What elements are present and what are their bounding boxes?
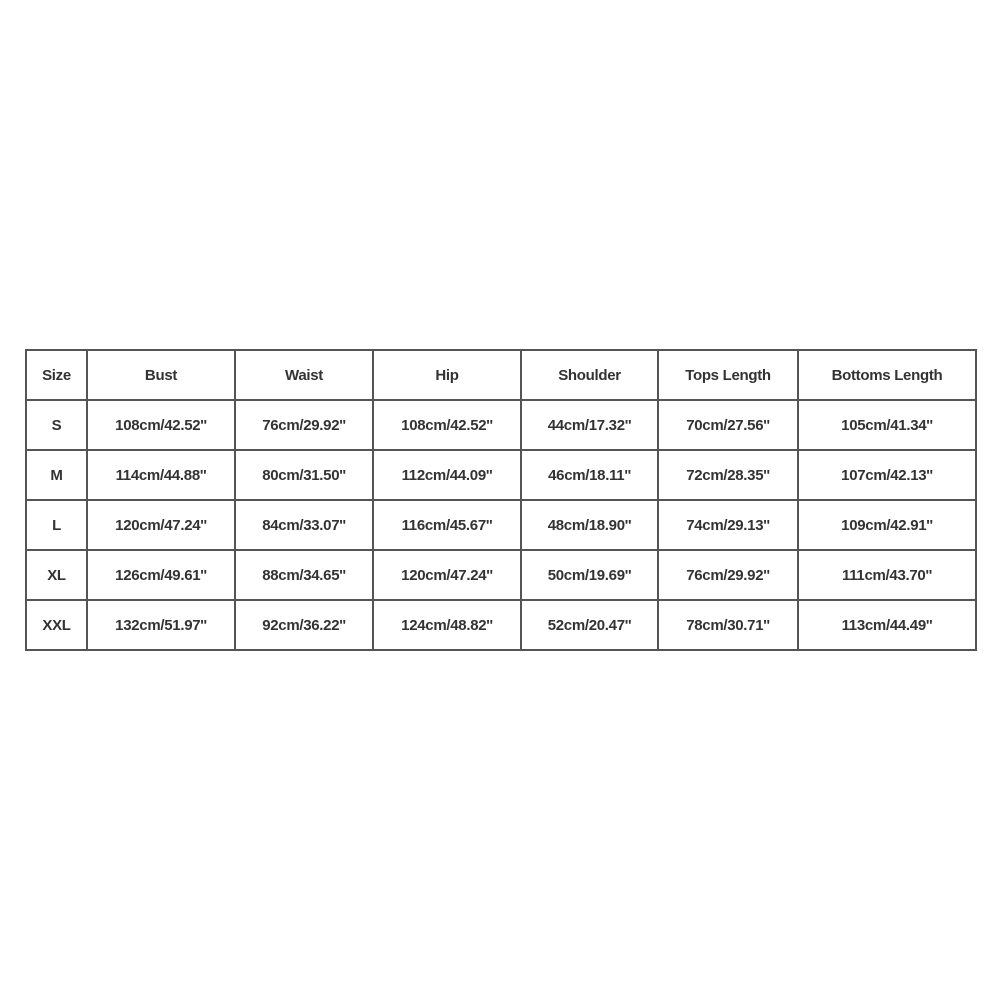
- header-shoulder: Shoulder: [521, 350, 658, 400]
- table-row: [26, 550, 976, 600]
- shoulder-cell: 50cm/19.69'': [521, 550, 658, 600]
- table-row: [26, 450, 976, 500]
- table-row: [26, 500, 976, 550]
- header-bust: Bust: [87, 350, 235, 400]
- header-row: [26, 350, 976, 400]
- size-cell: L: [26, 500, 87, 550]
- header-waist: Waist: [235, 350, 373, 400]
- bust-cell: 108cm/42.52'': [87, 400, 235, 450]
- size-chart-table: [25, 349, 977, 651]
- bottoms-length-cell: 113cm/44.49'': [798, 600, 976, 650]
- header-tops-length: Tops Length: [658, 350, 798, 400]
- waist-cell: 92cm/36.22'': [235, 600, 373, 650]
- bottoms-length-cell: 109cm/42.91'': [798, 500, 976, 550]
- size-cell: XL: [26, 550, 87, 600]
- bottoms-length-cell: 107cm/42.13'': [798, 450, 976, 500]
- waist-cell: 88cm/34.65'': [235, 550, 373, 600]
- hip-cell: 124cm/48.82'': [373, 600, 521, 650]
- bottoms-length-cell: 105cm/41.34'': [798, 400, 976, 450]
- size-cell: XXL: [26, 600, 87, 650]
- tops-length-cell: 72cm/28.35'': [658, 450, 798, 500]
- hip-cell: 112cm/44.09'': [373, 450, 521, 500]
- size-cell: S: [26, 400, 87, 450]
- waist-cell: 76cm/29.92'': [235, 400, 373, 450]
- bottoms-length-cell: 111cm/43.70'': [798, 550, 976, 600]
- shoulder-cell: 48cm/18.90'': [521, 500, 658, 550]
- bust-cell: 120cm/47.24'': [87, 500, 235, 550]
- size-cell: M: [26, 450, 87, 500]
- header-bottoms-length: Bottoms Length: [798, 350, 976, 400]
- shoulder-cell: 44cm/17.32'': [521, 400, 658, 450]
- hip-cell: 120cm/47.24'': [373, 550, 521, 600]
- bust-cell: 126cm/49.61'': [87, 550, 235, 600]
- hip-cell: 116cm/45.67'': [373, 500, 521, 550]
- header-size: Size: [26, 350, 87, 400]
- shoulder-cell: 46cm/18.11'': [521, 450, 658, 500]
- waist-cell: 84cm/33.07'': [235, 500, 373, 550]
- table-row: [26, 400, 976, 450]
- table-row: [26, 600, 976, 650]
- tops-length-cell: 76cm/29.92'': [658, 550, 798, 600]
- tops-length-cell: 74cm/29.13'': [658, 500, 798, 550]
- tops-length-cell: 70cm/27.56'': [658, 400, 798, 450]
- hip-cell: 108cm/42.52'': [373, 400, 521, 450]
- shoulder-cell: 52cm/20.47'': [521, 600, 658, 650]
- header-hip: Hip: [373, 350, 521, 400]
- waist-cell: 80cm/31.50'': [235, 450, 373, 500]
- bust-cell: 132cm/51.97'': [87, 600, 235, 650]
- tops-length-cell: 78cm/30.71'': [658, 600, 798, 650]
- bust-cell: 114cm/44.88'': [87, 450, 235, 500]
